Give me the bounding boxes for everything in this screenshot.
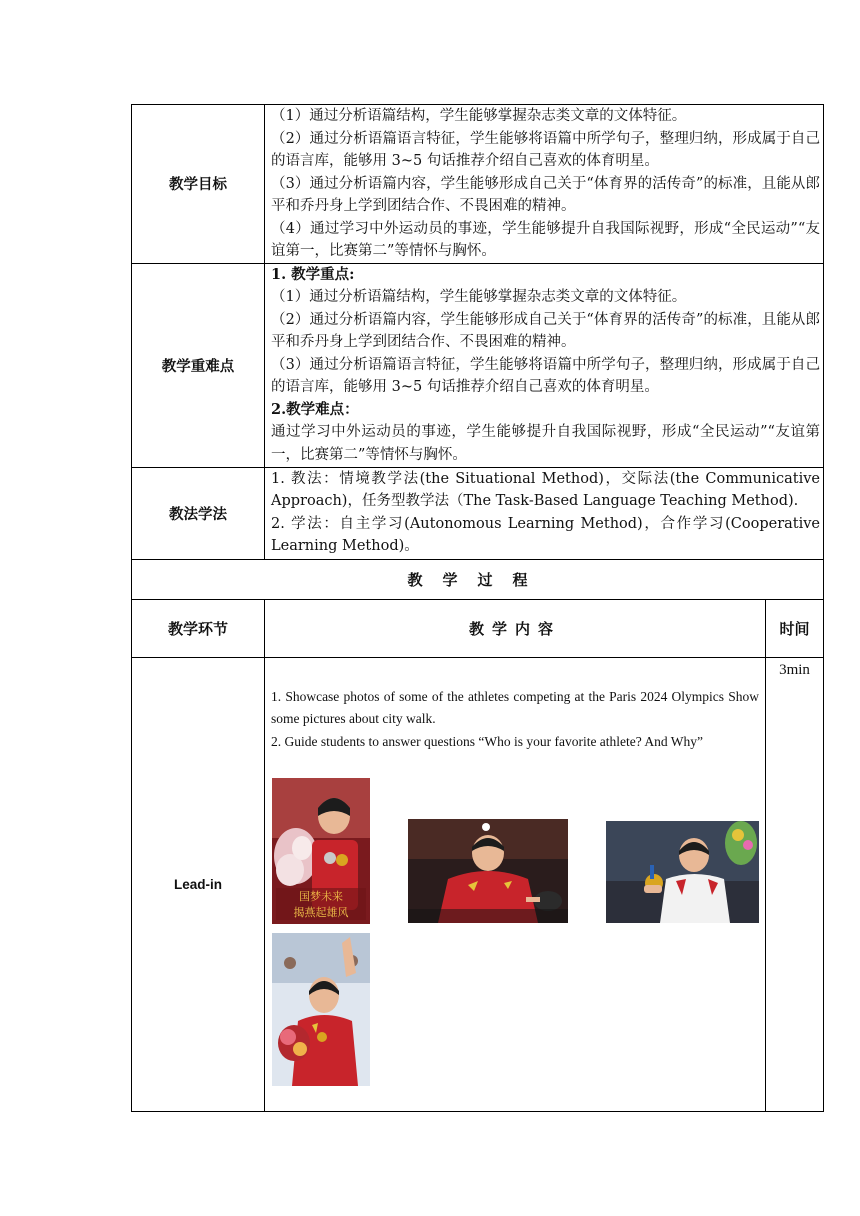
key-points-content bbox=[265, 263, 824, 467]
objectives-label: 教学目标 bbox=[132, 105, 265, 264]
athlete-photo-1 bbox=[272, 778, 370, 924]
process-title: 教学过程 bbox=[132, 559, 824, 599]
column-header-time: 时间 bbox=[766, 599, 824, 657]
focus-item: （2）通过分析语篇内容，学生能够形成自己关于“体育界的活传奇”的标准，且能从郎平和乔丹身上学到团结合作、不畏困难的精神。 bbox=[271, 311, 821, 350]
key-points-row bbox=[132, 263, 824, 467]
lead-in-text bbox=[271, 686, 759, 754]
methods-row bbox=[132, 467, 824, 559]
objective-item: （3）通过分析语篇内容，学生能够形成自己关于“体育界的活传奇”的标准，且能从郎平和乔丹身上学到团结合作、不畏困难的精神。 bbox=[271, 175, 821, 214]
objectives-row bbox=[132, 105, 824, 264]
photo-caption-line: 国梦未来 bbox=[299, 889, 343, 903]
lead-in-item: 1. Showcase photos of some of the athletes competing at the Paris 2024 Olympics Show some pictures about city walk. bbox=[271, 688, 759, 726]
key-points-label: 教学重难点 bbox=[132, 263, 265, 467]
focus-item: （3）通过分析语篇语言特征，学生能够将语篇中所学句子，整理归纳，形成属于自己的语言库，能够用 3~5 句话推荐介绍自己喜欢的体育明星。 bbox=[271, 356, 821, 395]
lead-in-time: 3min bbox=[766, 657, 824, 1111]
method-item: 2. 学法：自主学习(Autonomous Learning Method)，合作学习(Cooperative Learning Method)。 bbox=[271, 515, 821, 554]
methods-label: 教法学法 bbox=[132, 467, 265, 559]
focus-item: （1）通过分析语篇结构，学生能够掌握杂志类文章的文体特征。 bbox=[271, 289, 687, 305]
athlete-photo-3 bbox=[606, 821, 759, 923]
lead-in-row bbox=[132, 657, 824, 1111]
methods-content bbox=[265, 467, 824, 559]
objective-item: （2）通过分析语篇语言特征，学生能够将语篇中所学句子，整理归纳，形成属于自己的语言库，能够用 3~5 句话推荐介绍自己喜欢的体育明星。 bbox=[271, 130, 821, 169]
lead-in-stage: Lead-in bbox=[132, 657, 265, 1111]
athlete-photo-4 bbox=[272, 933, 370, 1086]
athlete-photo-2 bbox=[408, 819, 568, 923]
column-header-stage: 教学环节 bbox=[132, 599, 265, 657]
objective-item: （1）通过分析语篇结构，学生能够掌握杂志类文章的文体特征。 bbox=[271, 108, 687, 124]
difficulty-text: 通过学习中外运动员的事迹，学生能够提升自我国际视野，形成“全民运动”“友谊第一，比赛第二”等情怀与胸怀。 bbox=[271, 424, 821, 463]
objective-item: （4）通过学习中外运动员的事迹，学生能够提升自我国际视野，形成“全民运动”“友谊第一，比赛第二”等情怀与胸怀。 bbox=[271, 220, 821, 259]
objectives-content bbox=[265, 105, 824, 264]
column-header-content: 教学内容 bbox=[265, 599, 766, 657]
focus-title: 1. 教学重点: bbox=[271, 265, 355, 283]
lead-in-content bbox=[265, 657, 766, 1111]
lesson-plan-table bbox=[131, 104, 824, 1112]
process-title-row bbox=[132, 559, 824, 599]
photo-caption-line: 揭燕起雄风 bbox=[293, 905, 349, 919]
process-header-row bbox=[132, 599, 824, 657]
difficulty-title: 2.教学难点： bbox=[271, 400, 359, 418]
method-item: 1. 教法：情境教学法(the Situational Method)，交际法(the Communicative Approach)，任务型教学法（The Task-Based Language Teaching Method). bbox=[271, 470, 821, 509]
lead-in-item: 2. Guide students to answer questions “Who is your favorite athlete? And Why” bbox=[271, 733, 704, 749]
